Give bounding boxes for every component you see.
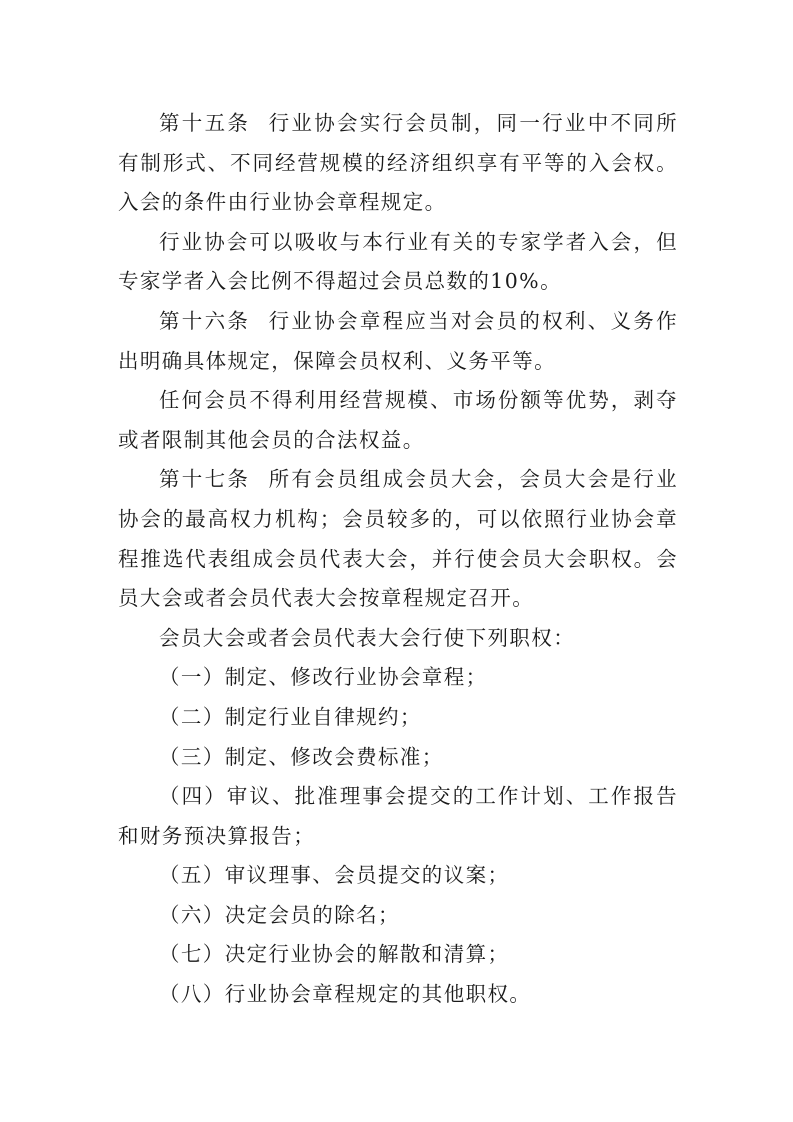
- list-item-text: （四）审议、批准理事会提交的工作计划、工作报告和财务预决算报告；: [118, 784, 678, 848]
- list-item-text: （三）制定、修改会费标准；: [159, 744, 444, 769]
- article-number: 第十五条: [159, 111, 251, 135]
- article-number: 第十六条: [159, 308, 251, 333]
- paragraph-text: 任何会员不得利用经营规模、市场份额等优势，剥夺或者限制其他会员的合法权益。: [118, 388, 678, 452]
- list-item-text: （八）行业协会章程规定的其他职权。: [159, 982, 532, 1007]
- list-item: [118, 975, 678, 1015]
- paragraph-article-16: [118, 302, 678, 381]
- paragraph-text: 会员大会或者会员代表大会行使下列职权：: [159, 625, 576, 650]
- list-item: [118, 935, 678, 975]
- paragraph-text: 行业协会实行会员制，同一行业中不同所有制形式、不同经营规模的经济组织享有平等的入会权。入会的条件由行业协会章程规定。: [118, 111, 678, 215]
- paragraph-text: 行业协会可以吸收与本行业有关的专家学者入会，但专家学者入会比例不得超过会员总数的10%。: [118, 229, 678, 294]
- article-number: 第十七条: [159, 467, 251, 492]
- document-body: [118, 104, 678, 1015]
- list-item: [118, 896, 678, 936]
- paragraph: [118, 223, 678, 302]
- paragraph: [118, 381, 678, 460]
- paragraph-text: 行业协会章程应当对会员的权利、义务作出明确具体规定，保障会员权利、义务平等。: [118, 308, 678, 373]
- paragraph-text: 所有会员组成会员大会，会员大会是行业协会的最高权力机构；会员较多的，可以依照行业协会章程推选代表组成会员代表大会，并行使会员大会职权。会员大会或者会员代表大会按章程规定召开。: [118, 467, 678, 611]
- list-item: [118, 698, 678, 738]
- list-item: [118, 738, 678, 778]
- paragraph-article-15: [118, 104, 678, 223]
- list-item-text: （七）决定行业协会的解散和清算；: [159, 942, 510, 967]
- list-item-text: （六）决定会员的除名；: [159, 902, 400, 927]
- paragraph-article-17: [118, 460, 678, 618]
- list-item: [118, 856, 678, 896]
- paragraph: [118, 619, 678, 659]
- list-item-text: （一）制定、修改行业协会章程；: [159, 665, 488, 690]
- list-item-text: （二）制定行业自律规约；: [159, 704, 422, 729]
- list-item: [118, 658, 678, 698]
- list-item-text: （五）审议理事、会员提交的议案；: [159, 863, 510, 888]
- list-item: [118, 777, 678, 856]
